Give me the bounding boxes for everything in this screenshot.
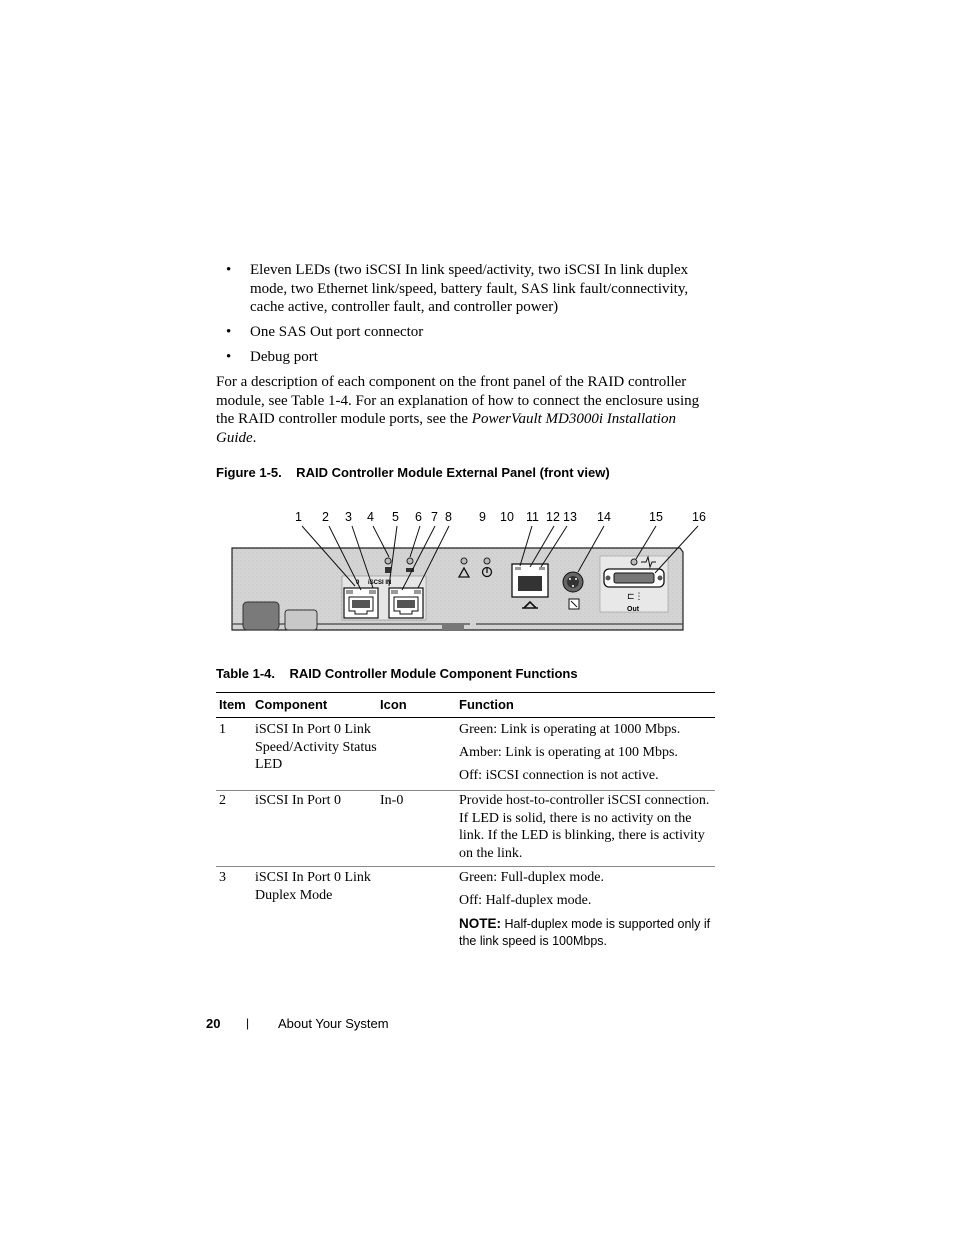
callout-number: 12 (546, 510, 560, 524)
row3-component: iSCSI In Port 0 Link Duplex Mode (255, 870, 371, 903)
row3-note (459, 915, 717, 950)
header-item: Item (219, 697, 246, 712)
table-top-rule (216, 692, 715, 693)
paragraph-end: . (252, 429, 257, 446)
bullet-marker: • (226, 262, 232, 278)
callout-number: 10 (500, 510, 514, 524)
callout-number: 13 (563, 510, 577, 524)
header-rule (216, 717, 715, 718)
row3-function-2: Off: Half-duplex mode. (459, 893, 592, 908)
callout-number: 11 (526, 510, 539, 524)
row2-function: Provide host-to-controller iSCSI connection. If LED is solid, there is no activity on the link. If the LED is blinking, there is activity on the link. (459, 793, 710, 861)
row1-item: 1 (219, 722, 226, 737)
table-caption: Table 1-4. RAID Controller Module Component Functions (216, 666, 578, 681)
iscsi-port-1 (389, 588, 423, 618)
callout-number: 2 (322, 510, 329, 524)
intro-paragraph (216, 373, 712, 447)
bullet-item: Debug port (250, 349, 318, 365)
callout-number: 4 (367, 510, 374, 524)
sas-out-port (600, 556, 668, 613)
controller-panel-illustration (220, 505, 720, 635)
port0-label: 0 (356, 580, 360, 586)
callout-number: 3 (345, 510, 352, 524)
bullet-marker: • (226, 349, 232, 365)
sas-out-label: Out (627, 606, 640, 613)
figure-caption: Figure 1-5. RAID Controller Module External Panel (front view) (216, 465, 610, 480)
footer-separator: | (246, 1016, 250, 1030)
row2-component: iSCSI In Port 0 (255, 793, 341, 808)
header-icon: Icon (380, 697, 407, 712)
callout-number: 5 (392, 510, 399, 524)
callout-number: 1 (295, 510, 302, 524)
note-label: NOTE: (459, 916, 501, 931)
row2-item: 2 (219, 793, 226, 808)
row2-icon: In-0 (380, 793, 404, 808)
iscsi-port-0 (344, 588, 378, 618)
paragraph-text: For a description of each component on the front panel of the RAID controller module, see Table 1-4. For an explanation of how to connect the enclosure using the RAID controller module ports, see the (216, 374, 700, 427)
callout-number: 7 (431, 510, 438, 524)
row-divider (216, 790, 715, 791)
page-number: 20 (206, 1016, 221, 1031)
row1-function-3: Off: iSCSI connection is not active. (459, 768, 659, 783)
row-divider (216, 866, 715, 867)
row1-function-1: Green: Link is operating at 1000 Mbps. (459, 722, 681, 737)
callout-number: 16 (692, 510, 706, 524)
header-function: Function (459, 697, 514, 712)
callout-number: 15 (649, 510, 663, 524)
iscsi-in-label: iSCSI IN (368, 580, 392, 586)
row1-component: iSCSI In Port 0 Link Speed/Activity Status LED (255, 722, 377, 772)
bullet-marker: • (226, 324, 232, 340)
row3-function-1: Green: Full-duplex mode. (459, 870, 605, 885)
guide-title: PowerVault MD3000i Installation Guide (216, 411, 676, 446)
note-text: Half-duplex mode is supported only if the link speed is 100Mbps. (459, 917, 711, 948)
controller-panel-figure (220, 505, 720, 635)
callout-number: 9 (479, 510, 486, 524)
callout-number: 14 (597, 510, 611, 524)
callout-number: 6 (415, 510, 422, 524)
header-component: Component (255, 697, 328, 712)
row3-item: 3 (219, 870, 226, 885)
svg-text:⊏⋮: ⊏⋮ (627, 592, 644, 602)
callout-number: 8 (445, 510, 452, 524)
footer-section: About Your System (278, 1016, 389, 1031)
bullet-item: One SAS Out port connector (250, 324, 424, 340)
row1-function-2: Amber: Link is operating at 100 Mbps. (459, 745, 678, 760)
bullet-item: Eleven LEDs (two iSCSI In link speed/activity, two iSCSI In link duplex mode, two Ethernet link/speed, battery fault, SAS link fault/connectivity, cache active, controller fault, and controller power) (250, 262, 689, 315)
